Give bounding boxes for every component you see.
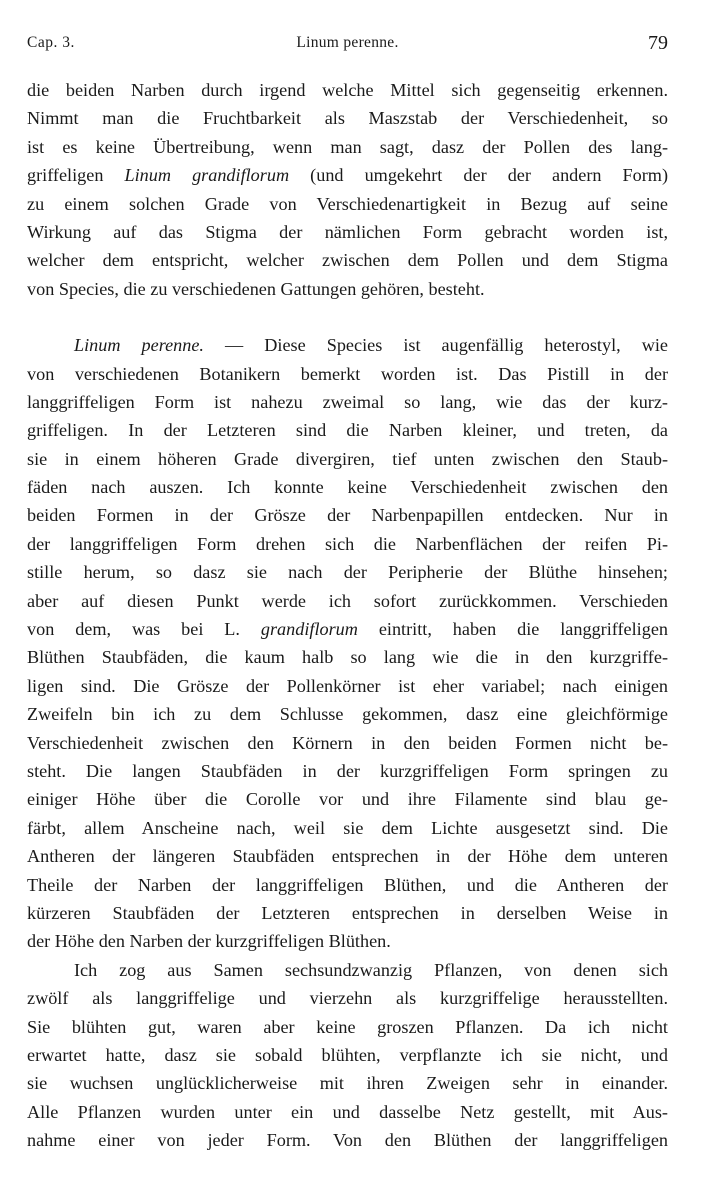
text-line: sie wuchsen unglücklicherweise mit ihren Zweigen sehr in einander. — [27, 1073, 668, 1094]
text-line: kürzeren Staubfäden der Letzteren entsprechen in derselben Weise in — [27, 902, 668, 923]
text-line: von Species, die zu verschiedenen Gattungen gehören, besteht. — [27, 278, 485, 299]
section-heading: Linum perenne. — [74, 335, 204, 356]
chapter-label: Cap. 3. — [27, 34, 75, 51]
text-line: sie in einem höheren Grade divergiren, tief unten zwischen den Staub- — [27, 448, 668, 469]
text-line: Alle Pflanzen wurden unter ein und dasselbe Netz gestellt, mit Aus- — [27, 1101, 668, 1122]
text-line: Theile der Narben der langgriffeligen Blüthen, und die Antheren der — [27, 874, 668, 895]
text-line: Antheren der längeren Staubfäden entsprechen in der Höhe dem unteren — [27, 846, 668, 867]
species-name: grandiflorum — [260, 619, 358, 640]
text-line: einiger Höhe über die Corolle vor und ihre Filamente sind blau ge- — [27, 789, 668, 810]
text-line: zu einem solchen Grade von Verschiedenartigkeit in Bezug auf seine — [27, 193, 668, 214]
text-span: von dem, was bei L. — [27, 619, 240, 640]
text-span: griffeligen — [27, 165, 104, 186]
text-line: Wirkung auf das Stigma der nämlichen Form gebracht worden ist, — [27, 221, 668, 242]
running-title: Linum perenne. — [296, 34, 399, 51]
text-line — [27, 161, 668, 189]
text-line: Ich zog aus Samen sechsundzwanzig Pflanzen, von denen sich — [74, 959, 668, 980]
text-line: färbt, allem Anscheine nach, weil sie dem Lichte ausgesetzt sind. Die — [27, 817, 668, 838]
paragraph-3 — [27, 956, 668, 1155]
text-line: stille herum, so dasz sie nach der Peripherie der Blüthe hinsehen; — [27, 562, 668, 583]
text-line: langgriffeligen Form ist nahezu zweimal so lang, wie das der kurz- — [27, 391, 668, 412]
text-span: eintritt, haben die langgriffeligen — [378, 619, 668, 640]
text-line: ist es keine Übertreibung, wenn man sagt, dasz der Pollen des lang- — [27, 136, 668, 157]
text-line: Zweifeln bin ich zu dem Schlusse gekommen, dasz eine gleichförmige — [27, 704, 668, 725]
text-line — [27, 331, 668, 359]
text-line: Nimmt man die Fruchtbarkeit als Maszstab der Verschiedenheit, so — [27, 108, 668, 129]
text-line: fäden nach auszen. Ich konnte keine Verschiedenheit zwischen den — [27, 477, 668, 498]
species-name: Linum grandiflorum — [124, 165, 290, 186]
page-body — [27, 76, 668, 1154]
text-line: griffeligen. In der Letzteren sind die Narben kleiner, und treten, da — [27, 420, 668, 441]
page-number: 79 — [648, 32, 668, 54]
text-line: aber auf diesen Punkt werde ich sofort zurückkommen. Verschieden — [27, 590, 668, 611]
text-line: nahme einer von jeder Form. Von den Blüthen der langgriffeligen — [27, 1130, 668, 1151]
text-line: steht. Die langen Staubfäden in der kurzgriffeligen Form springen zu — [27, 760, 668, 781]
paragraph-1 — [27, 76, 668, 303]
text-line: Sie blühten gut, waren aber keine groszen Pflanzen. Da ich nicht — [27, 1016, 668, 1037]
paragraph-gap — [27, 303, 668, 331]
text-line: Verschiedenheit zwischen den Körnern in den beiden Formen nicht be- — [27, 732, 668, 753]
text-line: die beiden Narben durch irgend welche Mittel sich gegenseitig erkennen. — [27, 80, 668, 100]
text-line — [27, 615, 668, 643]
text-span: — Diese Species ist augenfällig heterostyl, wie — [225, 335, 668, 356]
text-line: Blüthen Staubfäden, die kaum halb so lang wie die in den kurzgriffe- — [27, 647, 668, 668]
text-line: ligen sind. Die Grösze der Pollenkörner ist eher variabel; nach einigen — [27, 675, 668, 696]
paragraph-2 — [27, 331, 668, 956]
text-line: von verschiedenen Botanikern bemerkt worden ist. Das Pistill in der — [27, 363, 668, 384]
text-line: der langgriffeligen Form drehen sich die Narbenflächen der reifen Pi- — [27, 533, 668, 554]
text-line: zwölf als langgriffelige und vierzehn als kurzgriffelige herausstellten. — [27, 988, 668, 1009]
text-line: erwartet hatte, dasz sie sobald blühten, verpflanzte ich sie nicht, und — [27, 1044, 668, 1065]
text-line: der Höhe den Narben der kurzgriffeligen Blüthen. — [27, 931, 391, 952]
text-line: beiden Formen in der Grösze der Narbenpapillen entdecken. Nur in — [27, 505, 668, 526]
text-span: (und umgekehrt der der andern Form) — [310, 165, 668, 186]
text-line: welcher dem entspricht, welcher zwischen dem Pollen und dem Stigma — [27, 250, 668, 271]
running-header — [27, 34, 668, 58]
